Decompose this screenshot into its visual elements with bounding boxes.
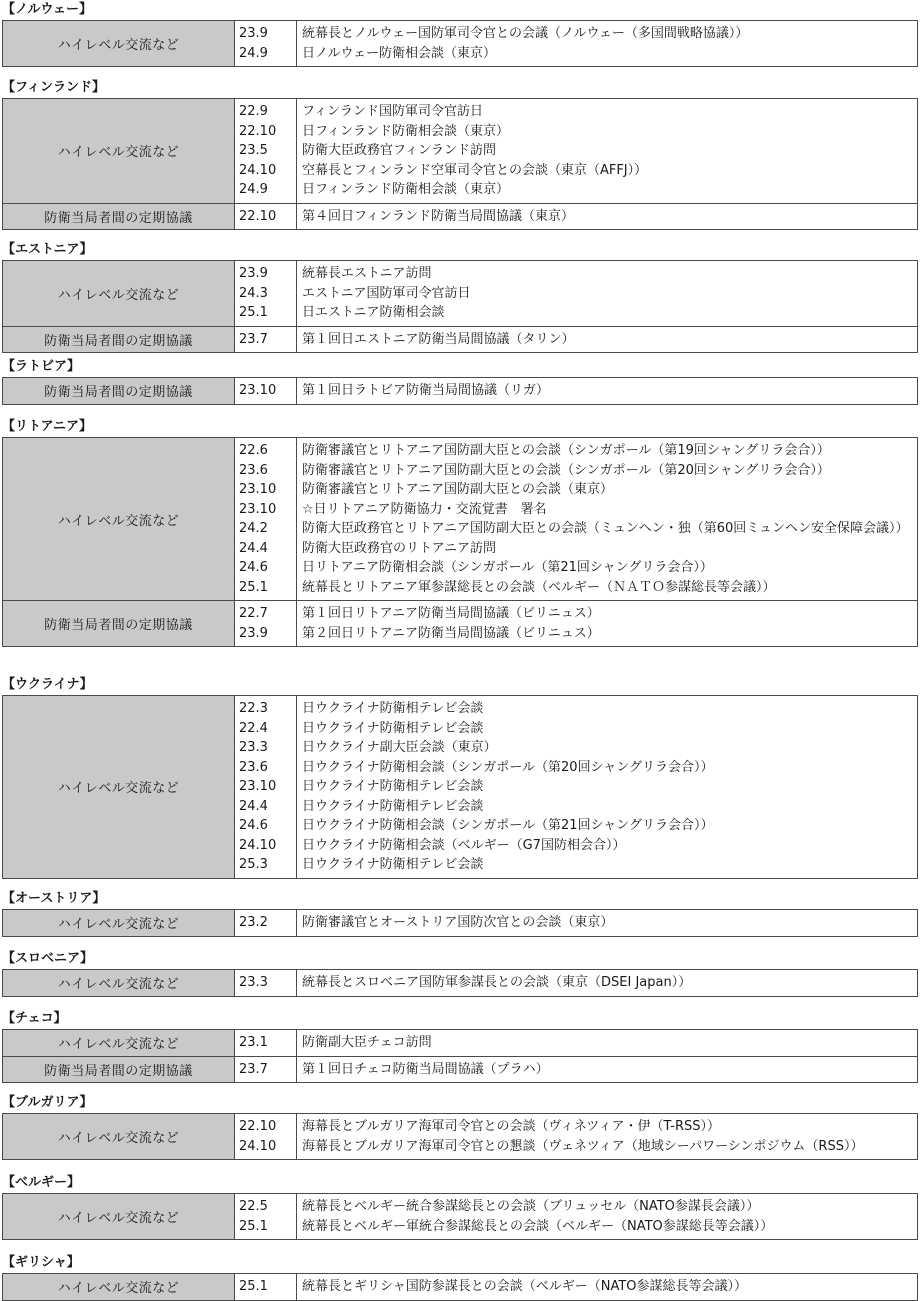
category-cell: ハイレベル交流など [3, 261, 235, 327]
exchange-table [2, 695, 918, 879]
table-row [3, 203, 918, 230]
exchange-table [2, 1193, 918, 1240]
entry-event: 防衛審議官とリトアニア国防副大臣との会談（東京） [302, 482, 613, 497]
entry-event: 統幕長エストニア訪問 [302, 266, 432, 281]
country-heading: 【エストニア】 [2, 242, 93, 257]
country-section [2, 357, 918, 405]
exchange-table [2, 1273, 918, 1301]
event-cell [297, 326, 918, 353]
category-cell: ハイレベル交流など [3, 1274, 235, 1301]
entry-event: 防衛大臣政務官とリトアニア国防副大臣との会談（ミュンヘン・独（第60回ミュンヘン安全保障会議）） [302, 521, 909, 536]
entry-date: 23.9 [239, 26, 268, 41]
table-row [3, 1056, 918, 1083]
exchange-table [2, 1113, 918, 1160]
exchange-table [2, 909, 918, 937]
country-heading: 【スロベニア】 [2, 951, 94, 966]
table-row [3, 1274, 918, 1301]
country-heading: 【チェコ】 [2, 1011, 67, 1026]
event-cell [297, 438, 918, 601]
entry-date: 22.5 [239, 1199, 268, 1214]
event-cell [297, 1194, 918, 1240]
event-cell [297, 378, 918, 405]
category-cell: 防衛当局者間の定期協議 [3, 326, 235, 353]
entry-event: 統幕長とギリシャ国防参謀長との会談（ベルギー（NATO参謀総長等会議）） [302, 1279, 748, 1294]
category-cell: ハイレベル交流など [3, 696, 235, 879]
category-cell: ハイレベル交流など [3, 1030, 235, 1057]
entry-date: 23.3 [239, 975, 268, 990]
entry-date: 23.7 [239, 1061, 268, 1077]
date-cell [235, 21, 297, 67]
table-row [3, 326, 918, 353]
entry-event: 統幕長とスロベニア国防軍参謀長との会談（東京（DSEI Japan）） [302, 975, 692, 990]
category-cell: ハイレベル交流など [3, 970, 235, 997]
table-row [3, 1030, 918, 1057]
entry-event: 空幕長とフィンランド空軍司令官との会談（東京（AFFJ）） [302, 162, 648, 178]
category-cell: 防衛当局者間の定期協議 [3, 1056, 235, 1083]
entry-event: 日エストニア防衛相会談 [302, 305, 445, 320]
entry-date: 24.10 [239, 837, 277, 853]
country-heading: 【ベルギー】 [2, 1175, 81, 1190]
date-cell [235, 1274, 297, 1301]
entry-event: 日ウクライナ防衛相テレビ会談 [302, 857, 484, 872]
country-section [2, 1009, 918, 1083]
entry-event: 日ウクライナ防衛相テレビ会談 [302, 798, 484, 814]
entry-date: 23.6 [239, 462, 268, 478]
country-section [2, 417, 918, 647]
date-cell [235, 1114, 297, 1160]
table-row [3, 99, 918, 204]
entry-date: 25.1 [239, 305, 268, 320]
table-row [3, 1194, 918, 1240]
entry-event: フィンランド国防軍司令官訪日 [302, 104, 483, 119]
entry-date: 22.9 [239, 104, 268, 119]
entry-event: 日ウクライナ防衛相会談（シンガポール（第20回シャングリラ会合）） [302, 759, 714, 775]
entry-date: 24.6 [239, 560, 268, 575]
entry-event: 日ウクライナ防衛相テレビ会談 [302, 701, 484, 716]
country-section [2, 949, 918, 997]
country-heading: 【ウクライナ】 [2, 677, 93, 692]
entry-date: 24.2 [239, 521, 268, 536]
entry-event: 第２回日リトアニア防衛当局間協議（ビリニュス） [302, 625, 600, 641]
entry-event: 日ウクライナ副大臣会談（東京） [302, 740, 497, 755]
entry-event: 第１回日エストニア防衛当局間協議（タリン） [302, 331, 575, 347]
entry-event: 日ウクライナ防衛相会談（ベルギー（G7国防相会合）） [302, 837, 626, 853]
event-cell [297, 203, 918, 230]
event-cell [297, 1274, 918, 1301]
entry-date: 23.2 [239, 915, 268, 930]
date-cell [235, 261, 297, 327]
entry-date: 24.9 [239, 45, 268, 61]
entry-event: 統幕長とベルギー軍統合参謀総長との会談（ベルギー（NATO参謀総長等会議）） [302, 1218, 774, 1234]
entry-event: 防衛副大臣チェコ訪問 [302, 1035, 432, 1050]
entry-date: 23.6 [239, 759, 268, 775]
country-heading: 【ブルガリア】 [2, 1095, 93, 1110]
entry-date: 25.1 [239, 1218, 268, 1234]
entry-event: 日ウクライナ防衛相テレビ会談 [302, 779, 484, 794]
date-cell [235, 696, 297, 879]
country-section [2, 675, 918, 879]
date-cell [235, 438, 297, 601]
entry-date: 22.3 [239, 701, 268, 716]
entry-event: 統幕長とベルギー統合参謀総長との会談（ブリュッセル（NATO参謀長会議）） [302, 1199, 760, 1214]
category-cell: ハイレベル交流など [3, 1194, 235, 1240]
entry-date: 23.7 [239, 331, 268, 347]
category-cell: ハイレベル交流など [3, 1114, 235, 1160]
country-heading: 【ノルウェー】 [2, 2, 92, 17]
table-row [3, 601, 918, 647]
entry-date: 22.10 [239, 208, 277, 224]
country-heading: 【オーストリア】 [2, 891, 106, 906]
entry-date: 24.3 [239, 285, 268, 301]
entry-event: 第１回日チェコ防衛当局間協議（プラハ） [302, 1061, 549, 1077]
entry-date: 22.6 [239, 443, 268, 458]
entry-date: 24.4 [239, 540, 268, 556]
date-cell [235, 203, 297, 230]
entry-date: 24.10 [239, 162, 277, 178]
entry-date: 23.9 [239, 266, 268, 281]
entry-event: 防衛大臣政務官のリトアニア訪問 [302, 540, 496, 556]
entry-event: 防衛審議官とリトアニア国防副大臣との会談（シンガポール（第19回シャングリラ会合）） [302, 443, 830, 458]
entry-event: 日ノルウェー防衛相会談（東京） [302, 45, 496, 61]
entry-event: 日ウクライナ防衛相会談（シンガポール（第21回シャングリラ会合）） [302, 818, 714, 833]
entry-event: 海幕長とブルガリア海軍司令官との会談（ヴィネツィア・伊（T-RSS）） [302, 1119, 721, 1134]
entry-event: 日フィンランド防衛相会談（東京） [302, 123, 509, 139]
entry-date: 23.5 [239, 143, 268, 158]
exchange-table [2, 20, 918, 67]
entry-date: 25.1 [239, 579, 268, 595]
entry-event: ☆日リトアニア防衛協力・交流覚書 署名 [302, 501, 547, 517]
entry-date: 23.10 [239, 501, 277, 517]
country-section [2, 1253, 918, 1301]
category-cell: ハイレベル交流など [3, 21, 235, 67]
date-cell [235, 1056, 297, 1083]
date-cell [235, 601, 297, 647]
country-section [2, 240, 918, 353]
entry-date: 22.10 [239, 1119, 277, 1134]
entry-date: 23.10 [239, 482, 277, 497]
entry-event: 日ウクライナ防衛相テレビ会談 [302, 720, 484, 736]
entry-event: 統幕長とノルウェー国防軍司令官との会議（ノルウェー（多国間戦略協議）） [302, 26, 749, 41]
entry-date: 25.3 [239, 857, 268, 872]
event-cell [297, 601, 918, 647]
country-section [2, 1173, 918, 1240]
date-cell [235, 1194, 297, 1240]
entry-date: 23.10 [239, 779, 277, 794]
entry-event: 日リトアニア防衛相会談（シンガポール（第21回シャングリラ会合）） [302, 560, 713, 575]
event-cell [297, 910, 918, 937]
date-cell [235, 970, 297, 997]
exchange-table [2, 969, 918, 997]
table-row [3, 21, 918, 67]
date-cell [235, 378, 297, 405]
date-cell [235, 1030, 297, 1057]
entry-date: 23.10 [239, 383, 277, 398]
entry-event: 日フィンランド防衛相会談（東京） [302, 182, 509, 197]
country-heading: 【ギリシャ】 [2, 1255, 80, 1270]
entry-event: 第１回日リトアニア防衛当局間協議（ビリニュス） [302, 606, 600, 621]
entry-date: 23.3 [239, 740, 268, 755]
category-cell: ハイレベル交流など [3, 910, 235, 937]
exchange-table [2, 437, 918, 647]
entry-event: 統幕長とリトアニア軍参謀総長との会談（ベルギー（ＮＡＴＯ参謀総長等会議）） [302, 579, 776, 595]
category-cell: ハイレベル交流など [3, 438, 235, 601]
entry-event: 防衛審議官とリトアニア国防副大臣との会談（シンガポール（第20回シャングリラ会合）） [302, 462, 830, 478]
event-cell [297, 1114, 918, 1160]
exchange-table [2, 98, 918, 230]
event-cell [297, 970, 918, 997]
country-heading: 【リトアニア】 [2, 419, 92, 434]
exchange-table [2, 377, 918, 405]
entry-event: 第１回日ラトビア防衛当局間協議（リガ） [302, 383, 550, 398]
table-row [3, 378, 918, 405]
entry-event: エストニア国防軍司令官訪日 [302, 285, 471, 301]
entry-date: 23.1 [239, 1035, 268, 1050]
event-cell [297, 1056, 918, 1083]
date-cell [235, 326, 297, 353]
entry-date: 23.9 [239, 625, 268, 641]
entry-event: 防衛審議官とオーストリア国防次官との会談（東京） [302, 915, 614, 930]
country-heading: 【フィンランド】 [2, 80, 105, 95]
table-row [3, 910, 918, 937]
entry-date: 24.10 [239, 1138, 277, 1154]
entry-date: 24.9 [239, 182, 268, 197]
country-heading: 【ラトビア】 [2, 359, 81, 374]
exchange-table [2, 260, 918, 353]
table-row [3, 696, 918, 879]
entry-event: 海幕長とブルガリア海軍司令官との懇談（ヴェネツィア（地域シーパワーシンポジウム（RSS）） [302, 1138, 864, 1154]
category-cell: 防衛当局者間の定期協議 [3, 378, 235, 405]
entry-date: 22.10 [239, 123, 277, 139]
event-cell [297, 696, 918, 879]
entry-date: 24.6 [239, 818, 268, 833]
country-section [2, 0, 918, 67]
entry-date: 22.7 [239, 606, 268, 621]
event-cell [297, 1030, 918, 1057]
entry-date: 25.1 [239, 1279, 268, 1294]
event-cell [297, 21, 918, 67]
entry-date: 22.4 [239, 720, 268, 736]
category-cell: ハイレベル交流など [3, 99, 235, 204]
category-cell: 防衛当局者間の定期協議 [3, 203, 235, 230]
country-section [2, 1093, 918, 1160]
date-cell [235, 99, 297, 204]
event-cell [297, 99, 918, 204]
country-section [2, 889, 918, 937]
table-row [3, 438, 918, 601]
table-row [3, 261, 918, 327]
entry-date: 24.4 [239, 798, 268, 814]
table-row [3, 1114, 918, 1160]
event-cell [297, 261, 918, 327]
entry-event: 防衛大臣政務官フィンランド訪問 [302, 143, 496, 158]
country-section [2, 78, 918, 230]
entry-event: 第４回日フィンランド防衛当局間協議（東京） [302, 208, 574, 224]
date-cell [235, 910, 297, 937]
category-cell: 防衛当局者間の定期協議 [3, 601, 235, 647]
exchange-table [2, 1029, 918, 1083]
table-row [3, 970, 918, 997]
